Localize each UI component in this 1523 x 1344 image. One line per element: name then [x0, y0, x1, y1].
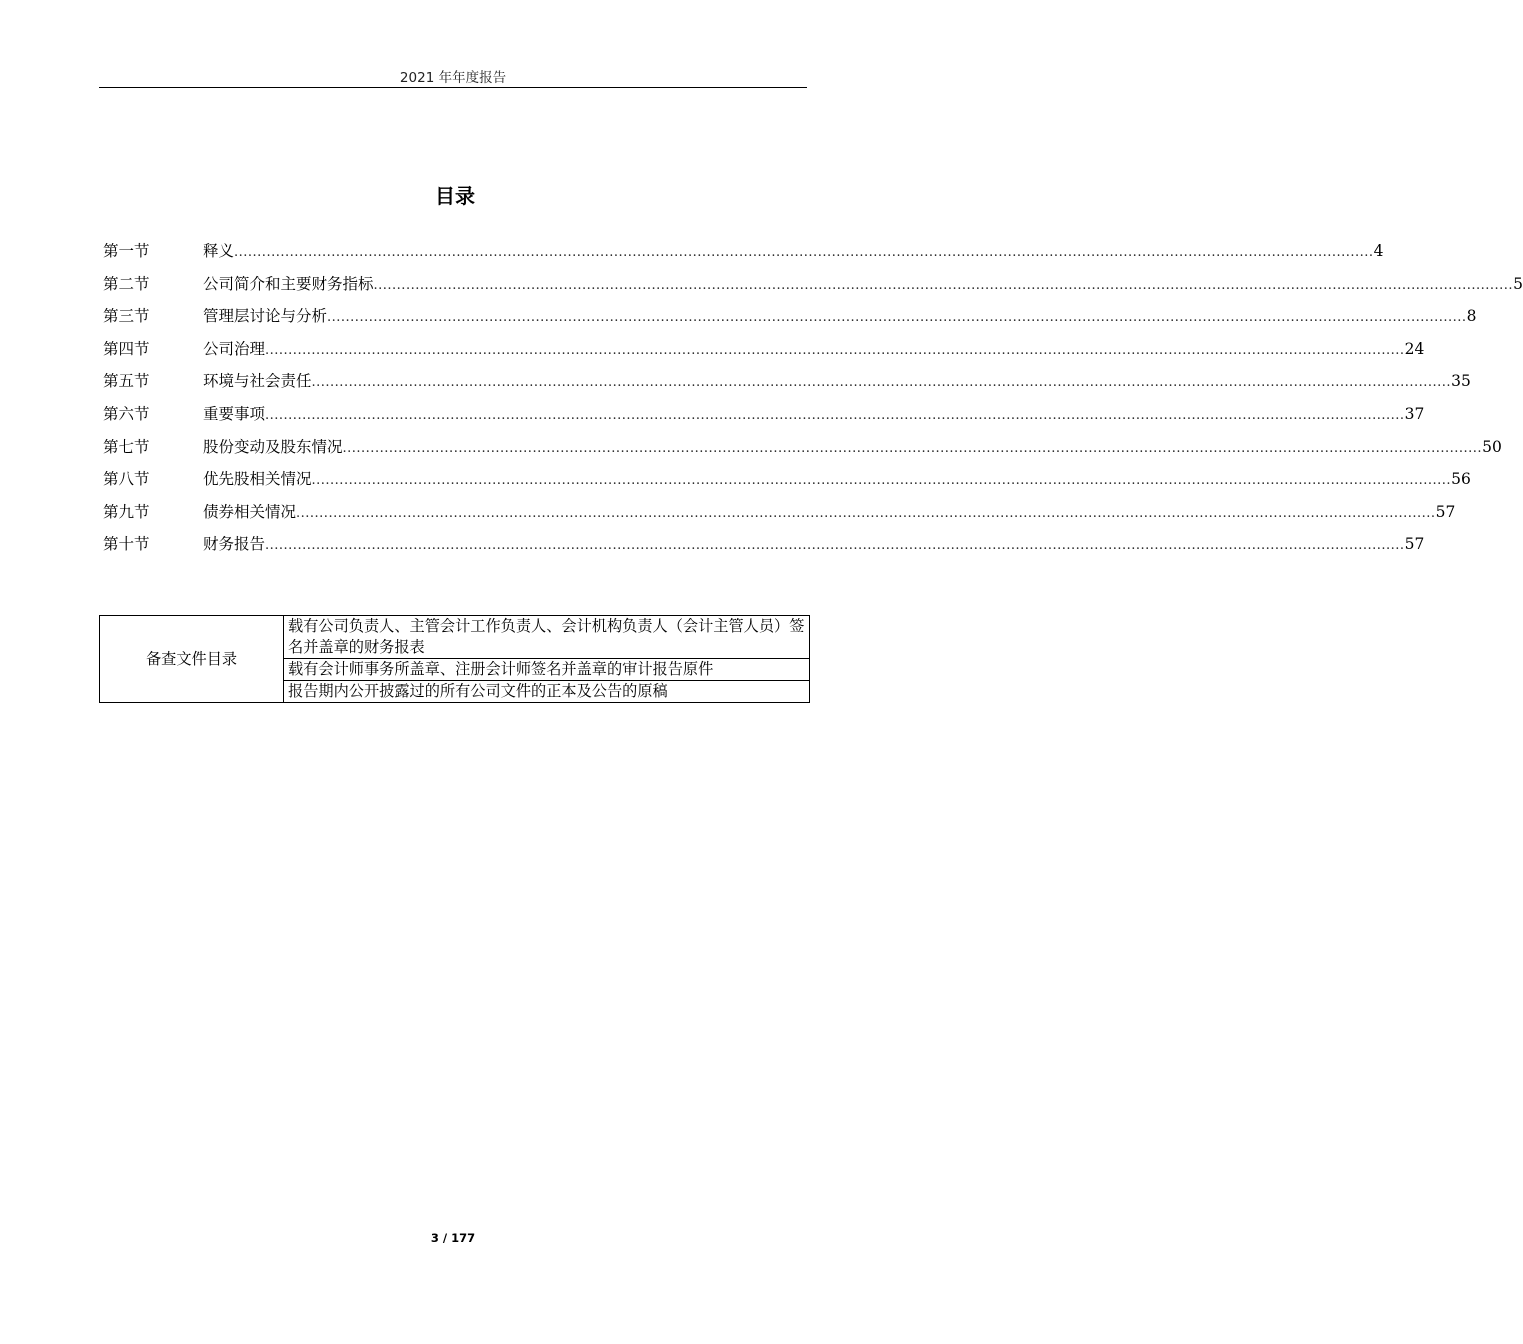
toc-dot-leader: ......................................................................................................................................................................................................................................................	[373, 277, 1514, 293]
toc-section-number: 第八节	[103, 470, 150, 489]
toc-section-number: 第十节	[103, 535, 150, 554]
report-header-title: 2021 年年度报告	[399, 70, 507, 86]
toc-section-number: 第七节	[103, 437, 150, 456]
toc-section-name: 债券相关情况	[203, 502, 297, 521]
toc-section-number: 第六节	[103, 404, 150, 423]
toc-section-number: 第一节	[103, 242, 150, 260]
header-divider	[99, 87, 807, 88]
table-of-contents	[103, 239, 1523, 565]
toc-entry[interactable]	[103, 369, 1471, 402]
reference-files-label: 备查文件目录	[100, 616, 284, 703]
reference-files-table	[99, 615, 810, 703]
toc-entry[interactable]	[103, 435, 1502, 468]
toc-entry[interactable]	[103, 532, 1425, 565]
toc-section-number: 第五节	[103, 372, 150, 391]
toc-dot-leader: ......................................................................................................................................................................................................................................................	[265, 342, 1405, 358]
toc-section-number: 第三节	[103, 307, 150, 326]
toc-section-name: 环境与社会责任	[203, 372, 312, 391]
toc-dot-leader: ......................................................................................................................................................................................................................................................	[265, 407, 1405, 423]
toc-entry[interactable]	[103, 304, 1477, 337]
toc-section-number: 第九节	[103, 502, 150, 521]
reference-file-item: 载有公司负责人、主管会计工作负责人、会计机构负责人（会计主管人员）签名并盖章的财务报表	[284, 616, 810, 659]
reference-file-item: 载有会计师事务所盖章、注册会计师签名并盖章的审计报告原件	[284, 659, 810, 681]
toc-page-number: 57	[1404, 535, 1425, 554]
table-row	[100, 616, 810, 659]
toc-section-number: 第四节	[103, 339, 150, 358]
toc-section-name: 公司治理	[203, 339, 266, 358]
toc-page-number: 50	[1482, 437, 1502, 456]
toc-dot-leader: ......................................................................................................................................................................................................................................................	[311, 473, 1452, 489]
toc-page-number: 57	[1435, 502, 1456, 521]
toc-dot-leader: ......................................................................................................................................................................................................................................................	[296, 505, 1436, 521]
toc-page-number: 56	[1451, 470, 1471, 489]
toc-dot-leader: ......................................................................................................................................................................................................................................................	[327, 310, 1467, 326]
toc-section-name: 股份变动及股东情况	[203, 437, 343, 456]
toc-page-number: 24	[1404, 339, 1425, 358]
toc-entry[interactable]	[103, 500, 1456, 533]
toc-page-number: 8	[1466, 307, 1477, 326]
toc-dot-leader: ......................................................................................................................................................................................................................................................	[265, 538, 1405, 554]
toc-section-name: 重要事项	[203, 404, 266, 423]
toc-section-name: 管理层讨论与分析	[203, 307, 328, 326]
toc-entry[interactable]	[103, 239, 1384, 272]
toc-entry[interactable]	[103, 402, 1425, 435]
toc-dot-leader: ......................................................................................................................................................................................................................................................	[234, 245, 1374, 260]
toc-page-number: 4	[1373, 242, 1384, 260]
toc-entry[interactable]	[103, 272, 1523, 305]
toc-page-number: 35	[1451, 372, 1471, 391]
toc-dot-leader: ......................................................................................................................................................................................................................................................	[311, 375, 1452, 391]
toc-section-name: 释义	[203, 242, 235, 260]
reference-file-item: 报告期内公开披露过的所有公司文件的正本及公告的原稿	[284, 681, 810, 703]
toc-page-number: 37	[1404, 404, 1425, 423]
toc-title: 目录	[435, 184, 475, 208]
toc-section-name: 财务报告	[203, 535, 266, 554]
toc-entry[interactable]	[103, 467, 1471, 500]
toc-section-name: 优先股相关情况	[203, 470, 312, 489]
toc-entry[interactable]	[103, 337, 1425, 370]
toc-section-number: 第二节	[103, 274, 150, 293]
toc-page-number: 5	[1513, 274, 1523, 293]
toc-section-name: 公司简介和主要财务指标	[203, 274, 374, 293]
toc-dot-leader: ......................................................................................................................................................................................................................................................	[342, 440, 1483, 456]
page-indicator: 3 / 177	[430, 1231, 476, 1245]
